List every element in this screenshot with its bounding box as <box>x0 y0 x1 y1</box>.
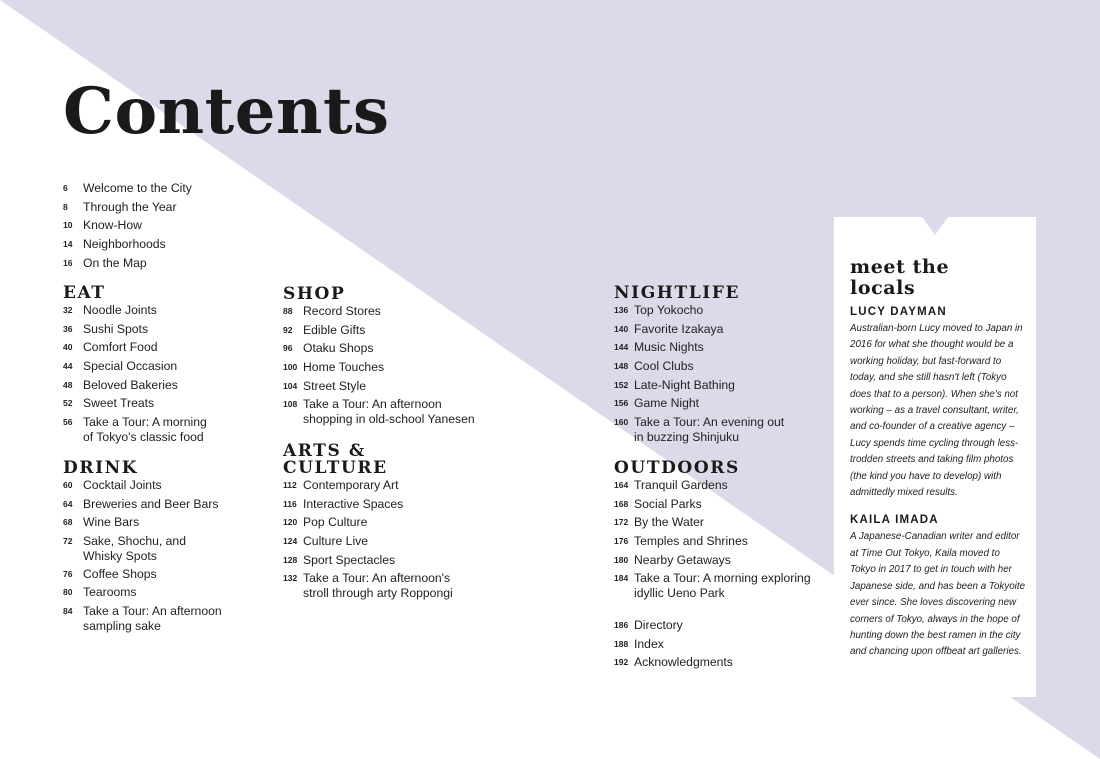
toc-entry-label: Otaku Shops <box>303 341 374 356</box>
toc-page-number: 188 <box>614 638 629 649</box>
toc-page-number: 172 <box>614 517 629 528</box>
toc-page-number: 6 <box>63 183 68 193</box>
toc-page-number: 52 <box>63 398 73 409</box>
toc-page-number: 152 <box>614 379 629 390</box>
toc-page-number: 88 <box>283 306 293 316</box>
toc-page-number: 132 <box>283 573 298 584</box>
toc-entry-label: Beloved Bakeries <box>83 377 178 392</box>
toc-page-number: 148 <box>614 361 629 372</box>
local-name: KAILA IMADA <box>850 514 939 527</box>
toc-page-number: 96 <box>283 343 293 354</box>
toc-entry-label: Wine Bars <box>83 515 140 530</box>
toc-page-number: 156 <box>614 398 629 409</box>
meet-the-locals-panel <box>834 217 1036 697</box>
toc-page-number: 72 <box>63 536 73 547</box>
toc-entry[interactable] <box>283 397 475 426</box>
toc-entry[interactable] <box>614 322 784 337</box>
toc-page-number: 124 <box>283 536 298 547</box>
toc-page-number: 160 <box>614 417 629 428</box>
toc-entry-label: Nearby Getaways <box>634 552 731 567</box>
toc-intro-list <box>63 181 192 271</box>
toc-entry-label: Take a Tour: An evening out in buzzing Shinjuku <box>634 415 785 444</box>
toc-section-drink <box>63 460 222 637</box>
toc-entry-label: Home Touches <box>303 360 385 375</box>
toc-page-number: 56 <box>63 417 73 428</box>
toc-entry[interactable] <box>63 585 222 600</box>
toc-entry-label: Through the Year <box>83 199 177 214</box>
page-title: Contents <box>63 74 390 149</box>
toc-entry[interactable] <box>283 534 453 549</box>
toc-entry[interactable] <box>63 415 207 444</box>
local-name: LUCY DAYMAN <box>850 306 947 318</box>
toc-page-number: 144 <box>614 342 629 353</box>
toc-entry[interactable] <box>63 567 222 582</box>
toc-page-number: 136 <box>614 305 629 315</box>
section-title: EAT <box>63 283 106 303</box>
toc-entry-label: Social Parks <box>634 496 702 511</box>
toc-page-number: 168 <box>614 498 629 509</box>
toc-entry[interactable] <box>614 340 784 355</box>
toc-entry-label: Street Style <box>303 378 366 393</box>
toc-entry-label: Top Yokocho <box>634 303 704 317</box>
toc-entry-label: By the Water <box>634 515 704 530</box>
toc-page-number: 116 <box>283 498 297 509</box>
toc-entry-label: Tranquil Gardens <box>634 478 728 492</box>
toc-section-arts-culture <box>283 443 453 604</box>
toc-entry[interactable] <box>283 553 453 568</box>
toc-entry-label: Tearooms <box>83 585 137 600</box>
toc-arts-list <box>283 478 453 600</box>
toc-outdoors-list <box>614 478 811 600</box>
toc-entry[interactable] <box>614 478 811 493</box>
toc-page-number: 92 <box>283 324 293 335</box>
toc-entry-label: Music Nights <box>634 340 704 355</box>
toc-entry[interactable] <box>614 618 733 633</box>
toc-entry[interactable] <box>614 415 784 444</box>
toc-page-number: 176 <box>614 536 629 547</box>
toc-drink-list <box>63 478 222 633</box>
toc-entry-label: Welcome to the City <box>83 181 192 195</box>
toc-entry-label: Cool Clubs <box>634 359 694 374</box>
toc-entry-label: Neighborhoods <box>83 237 166 252</box>
toc-entry-label: Sport Spectacles <box>303 552 396 567</box>
toc-entry-label: Take a Tour: A morning exploring idyllic Ueno Park <box>634 571 811 600</box>
toc-page-number: 32 <box>63 305 73 315</box>
toc-page-number: 8 <box>63 201 68 212</box>
toc-page-number: 108 <box>283 399 298 410</box>
toc-entry[interactable] <box>614 497 811 512</box>
toc-entry-label: Comfort Food <box>83 340 158 355</box>
toc-entry-label: Late-Night Bathing <box>634 377 735 392</box>
toc-entry[interactable] <box>614 534 811 549</box>
toc-entry-label: Culture Live <box>303 534 369 549</box>
local-bio: Australian-born Lucy moved to Japan in 2016 for what she thought would be a working holiday, but fast-forward to today, and she still hasn't left (Tokyo does that to a person). When she's not working – as a travel consultant, writer, and co-founder of a creative agency – Lucy spends time cycling through less-trodden streets and taking film photos (the kind you have to develop) with admittedly mixed results. <box>850 323 1023 499</box>
toc-entry-label: Temples and Shrines <box>634 534 748 549</box>
toc-entry[interactable] <box>614 378 784 393</box>
toc-page-number: 184 <box>614 573 629 584</box>
toc-section-nightlife <box>614 285 784 448</box>
toc-section-eat <box>63 285 207 448</box>
section-title: DRINK <box>63 458 139 478</box>
section-title: OUTDOORS <box>614 458 740 478</box>
toc-page-number: 104 <box>283 380 298 391</box>
toc-entry-label: Cocktail Joints <box>83 478 162 492</box>
toc-entry-label: Favorite Izakaya <box>634 321 724 336</box>
toc-entry-label: Take a Tour: An afternoon sampling sake <box>83 604 222 633</box>
toc-entry[interactable] <box>614 553 811 568</box>
toc-page-number: 16 <box>63 257 73 268</box>
toc-entry[interactable] <box>283 515 453 530</box>
toc-page-number: 44 <box>63 361 73 372</box>
toc-entry[interactable] <box>283 304 475 319</box>
toc-entry[interactable] <box>63 359 207 374</box>
section-title: SHOP <box>283 284 346 304</box>
toc-entry[interactable] <box>614 655 733 670</box>
local-profile <box>850 305 1026 501</box>
toc-entry[interactable] <box>283 571 453 600</box>
toc-entry-label: Pop Culture <box>303 515 368 530</box>
toc-page-number: 84 <box>63 606 73 617</box>
toc-page-number: 76 <box>63 568 73 579</box>
toc-entry[interactable] <box>63 604 222 633</box>
toc-page-number: 120 <box>283 517 298 528</box>
toc-entry-label: Directory <box>634 618 683 632</box>
toc-page-number: 112 <box>283 480 297 490</box>
toc-page-number: 164 <box>614 480 629 490</box>
toc-entry[interactable] <box>63 237 192 252</box>
toc-intro-section <box>63 181 192 274</box>
toc-page-number: 48 <box>63 379 73 390</box>
locals-heading: meet the locals <box>850 256 950 299</box>
toc-entry[interactable] <box>614 396 784 411</box>
toc-entry-label: Edible Gifts <box>303 322 366 337</box>
toc-entry[interactable] <box>614 571 811 600</box>
toc-entry[interactable] <box>63 181 192 196</box>
toc-entry[interactable] <box>63 497 222 512</box>
toc-entry-label: Take a Tour: A morning of Tokyo's classic food <box>83 415 207 444</box>
toc-entry-label: Take a Tour: An afternoon shopping in old-school Yanesen <box>303 397 475 426</box>
toc-entry[interactable] <box>63 303 207 318</box>
toc-entry-label: Know-How <box>83 218 142 233</box>
toc-section-outdoors <box>614 460 811 604</box>
toc-eat-list <box>63 303 207 444</box>
toc-entry-label: Noodle Joints <box>83 303 157 317</box>
local-bio: A Japanese-Canadian writer and editor at Time Out Tokyo, Kaila moved to Tokyo in 2017 to get in touch with her Japanese side, and has been a Tokyoite ever since. She loves discovering new corners of Tokyo, always in the hope of hunting down the best ramen in the city and chancing upon offbeat art galleries. <box>850 531 1026 658</box>
toc-entry-label: Sushi Spots <box>83 321 149 336</box>
section-title: NIGHTLIFE <box>614 283 741 303</box>
toc-entry[interactable] <box>63 515 222 530</box>
toc-entry[interactable] <box>283 478 453 493</box>
toc-entry-label: Take a Tour: An afternoon's stroll through arty Roppongi <box>303 571 453 600</box>
toc-entry-label: Coffee Shops <box>83 566 157 581</box>
toc-entry[interactable] <box>63 478 222 493</box>
section-title: ARTS & CULTURE <box>283 441 388 478</box>
toc-page-number: 100 <box>283 362 298 373</box>
local-profile <box>850 513 1026 660</box>
toc-entry[interactable] <box>283 323 475 338</box>
toc-page-number: 80 <box>63 587 73 598</box>
locals-content <box>850 257 1026 673</box>
toc-entry-label: Sweet Treats <box>83 396 155 411</box>
toc-entry[interactable] <box>63 200 192 215</box>
toc-page-number: 60 <box>63 480 73 490</box>
toc-entry[interactable] <box>614 359 784 374</box>
toc-entry-label: On the Map <box>83 255 147 270</box>
toc-page-number: 186 <box>614 620 629 630</box>
toc-entry-label: Breweries and Beer Bars <box>83 496 219 511</box>
toc-entry[interactable] <box>614 637 733 652</box>
toc-entry[interactable] <box>63 396 207 411</box>
toc-entry-label: Record Stores <box>303 304 381 318</box>
toc-page-number: 140 <box>614 323 629 334</box>
toc-page-number: 192 <box>614 657 629 668</box>
toc-entry[interactable] <box>283 360 475 375</box>
toc-back-list <box>614 618 733 670</box>
toc-entry[interactable] <box>283 379 475 394</box>
toc-page-number: 68 <box>63 517 73 528</box>
toc-entry[interactable] <box>614 303 784 318</box>
toc-entry[interactable] <box>63 340 207 355</box>
toc-entry-label: Index <box>634 636 664 651</box>
toc-entry[interactable] <box>614 515 811 530</box>
toc-shop-list <box>283 304 475 426</box>
toc-entry[interactable] <box>63 218 192 233</box>
toc-entry-label: Game Night <box>634 396 700 411</box>
toc-entry[interactable] <box>283 497 453 512</box>
toc-entry[interactable] <box>63 534 222 563</box>
toc-entry-label: Special Occasion <box>83 359 178 374</box>
toc-entry-label: Sake, Shochu, and Whisky Spots <box>83 534 186 563</box>
toc-page-number: 40 <box>63 342 73 353</box>
toc-entry[interactable] <box>283 341 475 356</box>
toc-entry[interactable] <box>63 378 207 393</box>
toc-entry-label: Acknowledgments <box>634 655 733 670</box>
toc-page-number: 36 <box>63 323 73 334</box>
toc-entry[interactable] <box>63 322 207 337</box>
toc-back-matter <box>614 618 733 674</box>
toc-page-number: 14 <box>63 239 73 250</box>
toc-entry-label: Contemporary Art <box>303 478 399 492</box>
toc-page-number: 64 <box>63 498 73 509</box>
toc-section-shop <box>283 286 475 430</box>
toc-nightlife-list <box>614 303 784 444</box>
toc-page-number: 10 <box>63 220 73 231</box>
toc-entry-label: Interactive Spaces <box>303 496 404 511</box>
toc-page-number: 128 <box>283 554 298 565</box>
toc-entry[interactable] <box>63 256 192 271</box>
toc-page-number: 180 <box>614 554 629 565</box>
